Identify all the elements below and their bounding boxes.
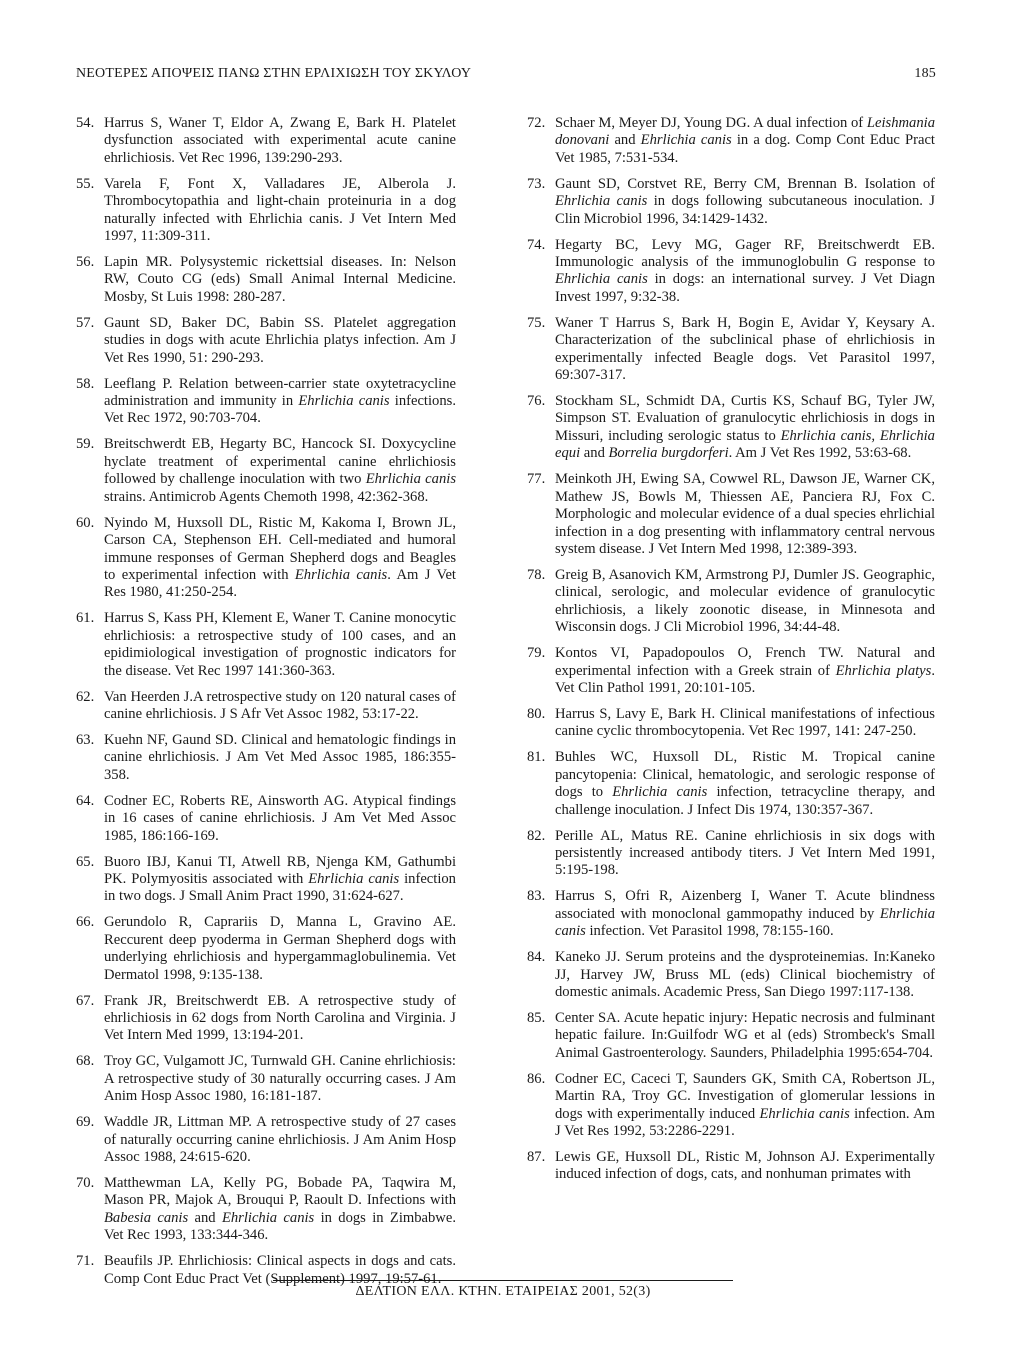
reference-number: 86. [527,1070,546,1087]
reference-text-segment: Harrus S, Kass PH, Klement E, Waner T. Canine monocytic ehrlichiosis: a retrospective study of 100 cases, and an epidimiological investigation of prognostic indicators for the disease. Vet Rec 1997 141:360-363. [104,610,456,679]
italic-species-name: Ehrlichia canis [555,271,648,288]
reference-text-segment: Gaunt SD, Corstvet RE, Berry CM, Brennan B. Isolation of [555,175,935,192]
italic-species-name: Ehrlichia canis [294,566,388,583]
page-header [76,66,936,88]
reference-number: 64. [76,792,95,809]
reference-text [555,471,935,557]
reference-text-segment: Kaneko JJ. Serum proteins and the dysproteinemias. In:Kaneko JJ, Harvey JW, Bruss ML (eds) Clinical biochemistry of domestic animals. Academic Press, San Diego 1997:117-138. [555,949,935,1000]
reference-number: 58. [76,375,95,392]
reference-item [527,1149,935,1184]
reference-text-segment: Waddle JR, Littman MP. A retrospective study of 27 cases of naturally occurring canine ehrlichiosis. J Am Anim Hosp Assoc 1988, 24:615-620. [104,1114,456,1166]
reference-item [527,828,935,880]
reference-item [76,515,456,602]
reference-text [104,1175,456,1243]
footer-rule [273,1280,733,1281]
reference-number: 56. [76,254,95,271]
reference-text [555,1071,935,1139]
reference-item [76,315,456,367]
reference-text-segment: Schaer M, Meyer DJ, Young DG. A dual infection of [555,115,867,131]
reference-text-segment: . Am J Vet Res 1992, 53:63-68. [728,445,912,462]
reference-item [527,567,935,637]
reference-item [76,254,456,306]
reference-number: 63. [76,731,95,748]
reference-text [104,689,456,722]
reference-number: 81. [527,749,546,766]
reference-text-segment: in dogs following subcutaneous inoculation. J Clin Microbiol 1996, 34:1429-1432. [555,193,935,227]
reference-item [76,115,456,167]
reference-text-segment: Leeflang P. Relation between-carrier state oxytetracycline administration and immunity in [104,375,456,410]
reference-number: 60. [76,514,95,531]
reference-item [76,689,456,724]
reference-item [76,1253,456,1288]
reference-text-segment: and [609,132,641,149]
reference-text-segment: and [580,445,609,462]
reference-number: 78. [527,566,546,583]
reference-text-segment: Buoro IBJ, Kanui TI, Atwell RB, Njenga KM, Gathumbi PK. Polymyositis associated with [104,853,456,887]
reference-number: 71. [76,1253,95,1270]
reference-item [76,1053,456,1105]
reference-text-segment: infection in two dogs. J Small Anim Pract 1990, 31:624-627. [104,870,456,905]
reference-number: 70. [76,1175,95,1192]
reference-item [527,949,935,1001]
reference-text [104,376,456,427]
reference-number: 76. [527,393,546,410]
reference-text-segment: . Vet Clin Pathol 1991, 20:101-105. [555,662,935,696]
italic-species-name: Ehrlichia canis [759,1105,850,1122]
reference-item [76,732,456,784]
reference-text-segment: in dogs: an international survey. J Vet Diagn Invest 1997, 9:32-38. [555,271,935,305]
reference-text-segment: Perille AL, Matus RE. Canine ehrlichiosis in six dogs with persistently increased antibody titers. J Vet Intern Med 1991, 5:195-198. [555,827,935,879]
reference-item [76,610,456,680]
reference-number: 69. [76,1114,95,1131]
reference-text [555,567,935,635]
reference-text-segment: Greig B, Asanovich KM, Armstrong PJ, Dumler JS. Geographic, clinical, serologic, and molecular evidence of granulocytic ehrlichiosis, a likely zoonotic disease, in Minnesota and Wisconsin dogs. J Cli Microbiol 1996, 34:44-48. [555,566,935,636]
reference-text [104,1114,456,1165]
reference-text [555,315,935,383]
reference-text [104,993,456,1044]
italic-species-name: Babesia canis [104,1209,189,1226]
reference-text-segment: Harrus S, Ofri R, Aizenberg I, Waner T. Acute blindness associated with monoclonal gammopathy induced by [555,888,935,922]
reference-text [555,115,935,166]
reference-number: 73. [527,175,546,192]
reference-text-segment: Gaunt SD, Baker DC, Babin SS. Platelet aggregation studies in dogs with acute Ehrlichia platys infection. Am J Vet Res 1990, 51: 290-293. [104,314,456,366]
reference-text-segment: infection. Am J Vet Res 1992, 53:2286-2291. [555,1105,935,1140]
reference-number: 79. [527,645,546,662]
reference-item [76,436,456,506]
reference-item [76,376,456,428]
reference-number: 75. [527,314,546,331]
reference-text-segment: Lewis GE, Huxsoll DL, Ristic M, Johnson AJ. Experimentally induced infection of dogs, cats, and nonhuman primates with [555,1149,935,1183]
reference-item [76,914,456,984]
reference-item [527,176,935,228]
reference-item [76,1114,456,1166]
reference-item [527,393,935,463]
reference-item [527,749,935,819]
reference-text-segment: Frank JR, Breitschwerdt EB. A retrospective study of ehrlichiosis in 62 dogs from North Carolina and Virginia. J Vet Intern Med 1999, 13:194-201. [104,992,456,1044]
reference-number: 67. [76,992,95,1009]
italic-species-name: Ehrlichia canis [612,784,708,801]
italic-species-name: Ehrlichia canis [365,471,456,488]
reference-text [104,1253,456,1286]
reference-number: 57. [76,314,95,331]
reference-text-segment: infection. Vet Parasitol 1998, 78:155-160. [585,923,834,940]
reference-text [555,749,935,817]
reference-text [104,732,456,783]
reference-text [555,706,935,739]
reference-text [104,515,456,601]
reference-text [104,854,456,905]
reference-text-segment: Hegarty BC, Levy MG, Gager RF, Breitschwerdt EB. Immunologic analysis of the immunoglobulin G response to [555,236,935,271]
reference-text-segment: and [188,1209,222,1226]
reference-item [527,645,935,697]
reference-item [527,315,935,385]
reference-text [555,645,935,696]
reference-number: 77. [527,471,546,488]
reference-item [527,115,935,167]
reference-text-segment: Harrus S, Waner T, Eldor A, Zwang E, Bark H. Platelet dysfunction associated with experimental acute canine ehrlichiosis. Vet Rec 1996, 139:290-293. [104,115,456,166]
reference-text-segment: strains. Antimicrob Agents Chemoth 1998, 42:362-368. [104,488,429,505]
reference-number: 61. [76,610,95,627]
reference-number: 82. [527,827,546,844]
reference-text-segment: Meinkoth JH, Ewing SA, Cowwel RL, Dawson JE, Warner CK, Mathew JS, Bowls M, Thiessen AE, Panciera RJ, Fox C. Morphologic and molecular evidence of a dual species ehrlichial infection in a dog presenting with inflammatory central nervous system disease. J Vet Intern Med 1998, 12:389-393. [555,471,935,557]
reference-number: 85. [527,1010,546,1026]
italic-species-name: Ehrlichia canis, Ehrlichia equi [555,427,935,462]
reference-text-segment: Breitschwerdt EB, Hegarty BC, Hancock SI. Doxycycline hyclate treatment of experimental canine ehrlichiosis followed by challenge inoculation with two [104,436,456,488]
italic-species-name: Ehrlichia canis [640,132,732,149]
reference-text-segment: Stockham SL, Schmidt DA, Curtis KS, Schauf BG, Tyler JW, Simpson ST. Evaluation of granulocytic ehrlichiosis in dogs in Missuri, including serologic status to [555,393,935,444]
page-number: 185 [914,66,936,81]
reference-text-segment: Matthewman LA, Kelly PG, Bobade PA, Taqwira M, Mason PR, Majok A, Brouqui P, Raoult D. Infections with [104,1175,456,1209]
reference-text [104,610,456,678]
reference-item [76,176,456,246]
reference-text-segment: Kuehn NF, Gaund SD. Clinical and hematologic findings in canine ehrlichiosis. J Am Vet Med Assoc 1985, 186:355-358. [104,731,456,783]
reference-item [76,793,456,845]
reference-text [555,949,935,1000]
reference-text-segment: infection, tetracycline therapy, and challenge inoculation. J Infect Dis 1974, 130:357-367. [555,784,935,818]
reference-number: 62. [76,688,95,705]
reference-item [76,854,456,906]
references-right-column [527,115,935,1192]
reference-text [555,176,935,227]
reference-text [555,1149,935,1182]
reference-item [527,237,935,307]
reference-text-segment: in a dog. Comp Cont Educ Pract Vet 1985, 7:531-534. [555,132,935,166]
journal-footer: ΔΕΛΤΙΟΝ ΕΛΛ. ΚΤΗΝ. ΕΤΑΙΡΕΙΑΣ 2001, 52(3) [355,1284,651,1299]
reference-text [104,793,456,844]
reference-text [555,828,935,879]
reference-text-segment: in dogs in Zimbabwe. Vet Rec 1993, 133:344-346. [104,1209,456,1244]
reference-text-segment: Kontos VI, Papadopoulos O, French TW. Natural and experimental infection with a Greek strain of [555,645,935,679]
reference-text [555,393,935,461]
italic-species-name: Ehrlichia canis [308,870,400,887]
reference-text [104,436,456,504]
reference-text [104,1053,456,1104]
reference-number: 83. [527,888,546,905]
italic-species-name: Borrelia burgdorferi [608,445,729,462]
reference-text [104,914,456,982]
reference-text-segment: Varela F, Font X, Valladares JE, Alberola J. Thrombocytopathia and light-chain proteinuria in a dog naturally infected with Ehrlichia canis. J Vet Intern Med 1997, 11:309-311. [104,175,456,245]
italic-species-name: Ehrlichia canis [555,905,935,940]
reference-number: 80. [527,705,546,722]
reference-text-segment: infections. Vet Rec 1972, 90:703-704. [104,393,456,427]
reference-text-segment: Codner EC, Roberts RE, Ainsworth AG. Atypical findings in 16 cases of canine ehrlichiosis. J Am Vet Med Assoc 1985, 186:166-169. [104,792,456,844]
reference-text [555,888,935,939]
reference-text [104,254,456,305]
italic-species-name: Leishmania donovani [555,115,935,149]
reference-text-segment: Troy GC, Vulgamott JC, Turnwald GH. Canine ehrlichiosis: A retrospective study of 30 naturally occurring cases. J Am Anim Hosp Assoc 1980, 16:181-187. [104,1053,456,1105]
reference-text [555,1010,935,1061]
italic-species-name: Ehrlichia canis [298,393,390,410]
italic-species-name: Ehrlichia canis [555,193,648,210]
reference-text-segment: Gerundolo R, Caprariis D, Manna L, Gravino AE. Reccurent deep pyoderma in German Shepherd dogs with underlying ehrlichiosis and hypergammaglobulinemia. Vet Dermatol 1998, 9:135-138. [104,914,456,983]
references-left-column [76,115,456,1297]
italic-species-name: Ehrlichia canis [221,1209,315,1226]
reference-number: 74. [527,236,546,253]
italic-species-name: Ehrlichia platys [835,662,932,679]
reference-item [527,706,935,741]
reference-number: 84. [527,949,546,966]
reference-number: 65. [76,853,95,870]
reference-number: 54. [76,115,95,131]
reference-item [527,1071,935,1141]
reference-item [527,888,935,940]
reference-number: 66. [76,914,95,931]
reference-text-segment: Waner T Harrus S, Bark H, Bogin E, Avidar Y, Keysary A. Characterization of the subclinical phase of ehrlichiosis in experimentally infected Beagle dogs. Vet Parasitol 1997, 69:307-317. [555,314,935,384]
reference-text-segment: Beaufils JP. Ehrlichiosis: Clinical aspects in dogs and cats. Comp Cont Educ Pract Vet (Supplement) 1997, 19:57-61. [104,1253,456,1287]
reference-number: 55. [76,175,95,192]
reference-text-segment: Buhles WC, Huxsoll DL, Ristic M. Tropical canine pancytopenia: Clinical, hematologic, and serologic response of dogs to [555,749,935,801]
reference-number: 68. [76,1053,95,1070]
reference-text [104,315,456,366]
running-title: ΝΕΟΤΕΡΕΣ ΑΠΟΨΕΙΣ ΠΑΝΩ ΣΤΗΝ ΕΡΛΙΧΙΩΣΗ ΤΟΥ ΣΚΥΛΟΥ [76,66,472,81]
reference-text [104,176,456,244]
reference-text-segment: Nyindo M, Huxsoll DL, Ristic M, Kakoma I, Brown JL, Carson CA, Stephenson EH. Cell-mediated and humoral immune responses of German Shepherd dogs and Beagles to experimental infection with [104,514,456,583]
reference-text-segment: Lapin MR. Polysystemic rickettsial diseases. In: Nelson RW, Couto CG (eds) Small Animal Internal Medicine. Mosby, St Luis 1998: 280-287. [104,254,456,305]
reference-number: 59. [76,436,95,453]
reference-text [104,115,456,166]
reference-item [76,1175,456,1245]
reference-item [527,1010,935,1062]
reference-text-segment: Codner EC, Caceci T, Saunders GK, Smith CA, Robertson JL, Martin RA, Troy GC. Investigation of glomerular lessions in dogs with experimentally induced [555,1070,935,1122]
reference-item [76,993,456,1045]
reference-text [555,237,935,305]
reference-text-segment: Center SA. Acute hepatic injury: Hepatic necrosis and fulminant hepatic failure. In:Guilfodr WG et al (eds) Strombeck's Small Animal Gastroenterology. Saunders, Philadelphia 1995:654-704. [555,1010,935,1061]
reference-number: 87. [527,1149,546,1166]
reference-number: 72. [527,115,546,131]
reference-text-segment: Van Heerden J.A retrospective study on 120 natural cases of canine ehrlichiosis. J S Afr Vet Assoc 1982, 53:17-22. [104,688,456,722]
reference-text-segment: Harrus S, Lavy E, Bark H. Clinical manifestations of infectious canine cyclic thrombocytopenia. Vet Rec 1997, 141: 247-250. [555,705,935,740]
reference-item [527,471,935,558]
reference-text-segment: . Am J Vet Res 1980, 41:250-254. [104,566,456,601]
